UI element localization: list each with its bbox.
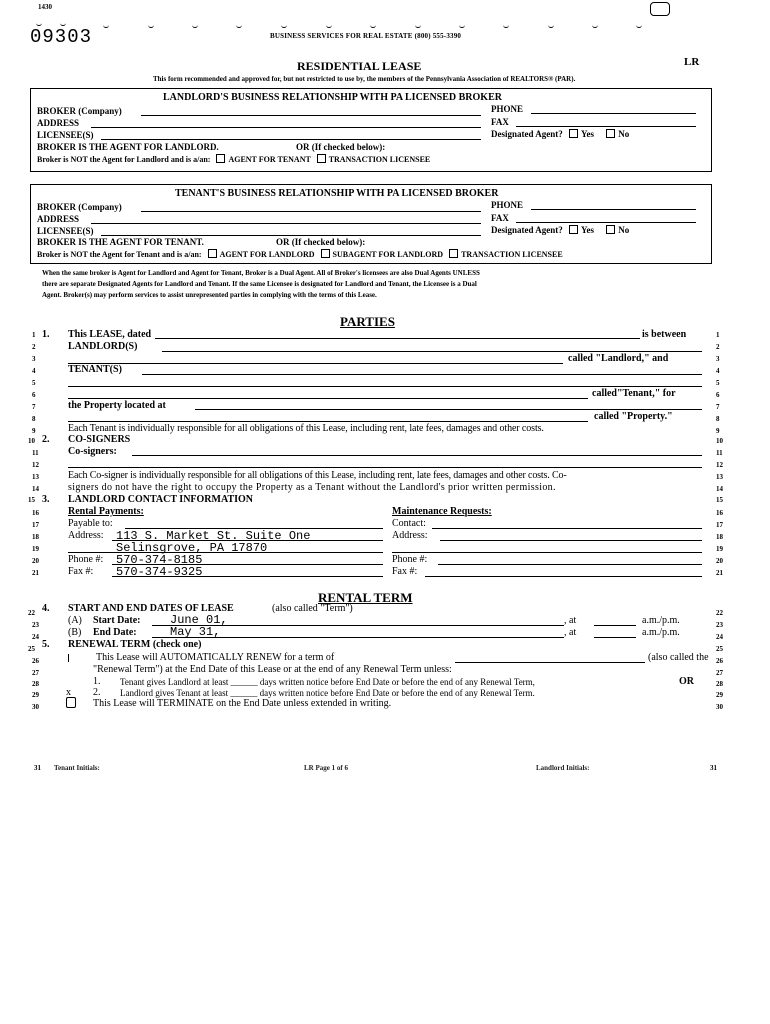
line-number-left: 22 xyxy=(28,609,35,617)
landlord-initials-label: Landlord Initials: xyxy=(536,764,590,772)
doc-number: 09303 xyxy=(30,26,93,48)
landlord-not-agent-label: Broker is NOT the Agent for Landlord and is a/an: xyxy=(37,155,211,164)
page-title: RESIDENTIAL LEASE xyxy=(297,59,422,73)
line-number-left: 8 xyxy=(32,415,36,423)
line-number-left: 10 xyxy=(28,437,35,445)
landlord-designated-yes-checkbox[interactable] xyxy=(569,129,578,138)
option-2-text: Landlord gives Tenant at least ______ days written notice before End Date or before the end of any Renewal Term. xyxy=(120,688,535,698)
tenant-initials-label: Tenant Initials: xyxy=(54,764,100,772)
page-indicator: LR Page 1 of 6 xyxy=(304,764,348,772)
tenants-label: TENANT(S) xyxy=(68,364,122,375)
payment-fax-value[interactable]: 570-374-9325 xyxy=(116,565,203,579)
line-number-left: 17 xyxy=(32,521,39,529)
tenant-address-field[interactable] xyxy=(91,223,481,224)
landlord-yes-label: Yes xyxy=(581,129,594,139)
line-number-left: 26 xyxy=(32,657,39,665)
landlord-broker-field[interactable] xyxy=(141,115,481,116)
line-number-left: 12 xyxy=(32,461,39,469)
landlord-no-label: No xyxy=(618,129,630,139)
auto-renew-checkbox[interactable] xyxy=(68,654,70,662)
line-number-right: 8 xyxy=(716,415,720,423)
line-number-right: 30 xyxy=(716,703,723,711)
maint-contact-label: Contact: xyxy=(392,518,426,529)
maint-phone-field[interactable] xyxy=(438,564,702,565)
parties-heading: PARTIES xyxy=(340,314,395,329)
cosigners-label: Co-signers: xyxy=(68,446,117,457)
tenant-phone-label: PHONE xyxy=(491,200,524,210)
contact-heading: LANDLORD CONTACT INFORMATION xyxy=(68,494,254,505)
landlords-label: LANDLORD(S) xyxy=(68,341,138,352)
landlord-licensee-field[interactable] xyxy=(101,139,481,140)
landlord-box-heading: LANDLORD'S BUSINESS RELATIONSHIP WITH PA LICENSED BROKER xyxy=(163,92,502,103)
start-date-label: Start Date: xyxy=(93,615,141,626)
start-a-label: (A) xyxy=(68,615,82,626)
line-number-left: 5 xyxy=(32,379,36,387)
tenant-agent-line: BROKER IS THE AGENT FOR TENANT. xyxy=(37,237,204,247)
line-number-left: 23 xyxy=(32,621,39,629)
start-time-field[interactable] xyxy=(594,625,636,626)
landlords-field-1[interactable] xyxy=(162,351,702,352)
start-date-value[interactable]: June 01, xyxy=(170,613,228,627)
tenants-field-2[interactable] xyxy=(68,386,702,387)
end-date-value[interactable]: May 31, xyxy=(170,625,221,639)
end-at-label: , at xyxy=(564,627,577,638)
line-number-right: 15 xyxy=(716,496,723,504)
tenant-opt2-label: SUBAGENT FOR LANDLORD xyxy=(332,250,444,259)
payment-address-label: Address: xyxy=(68,530,104,541)
line-number-left: 15 xyxy=(28,496,35,504)
lease-dated-label: This LEASE, dated xyxy=(68,329,152,340)
tenant-broker-label: BROKER (Company) xyxy=(37,202,122,212)
line-number-right: 12 xyxy=(716,461,723,469)
payment-address-line-2[interactable]: Selinsgrove, PA 17870 xyxy=(116,541,268,555)
cosigners-field-1[interactable] xyxy=(132,455,702,456)
maint-address-field-2[interactable] xyxy=(392,552,702,553)
tenant-opt3-label: TRANSACTION LICENSEE xyxy=(461,250,563,259)
line-number-right: 23 xyxy=(716,621,723,629)
line-number-right: 1 xyxy=(716,331,720,339)
line-number-left: 11 xyxy=(32,449,39,457)
tenant-opt1-label: AGENT FOR LANDLORD xyxy=(219,250,315,259)
start-end-heading: START AND END DATES OF LEASE xyxy=(68,603,234,614)
maint-fax-label: Fax #: xyxy=(392,566,418,577)
landlord-designated-no-checkbox[interactable] xyxy=(606,129,615,138)
option-2-num: 2. xyxy=(93,687,101,698)
line-number-right: 28 xyxy=(716,680,723,688)
line-number-right: 24 xyxy=(716,633,723,641)
line-number-left: 28 xyxy=(32,680,39,688)
tenant-broker-box xyxy=(30,184,712,264)
line-number-right: 3 xyxy=(716,355,720,363)
maint-phone-label: Phone #: xyxy=(392,554,428,565)
landlord-address-label: ADDRESS xyxy=(37,118,80,128)
tenant-licensee-label: LICENSEE(S) xyxy=(37,226,94,236)
landlord-opt2-label: TRANSACTION LICENSEE xyxy=(328,155,431,164)
form-id: LR xyxy=(684,56,700,68)
tenant-designated-yes-checkbox[interactable] xyxy=(569,225,578,234)
maint-address-label: Address: xyxy=(392,530,428,541)
line-number-left: 2 xyxy=(32,343,36,351)
tenant-no-label: No xyxy=(618,225,630,235)
service-line: BUSINESS SERVICES FOR REAL ESTATE (800) 555-3390 xyxy=(270,32,462,40)
called-landlord-label: called "Landlord," and xyxy=(568,353,669,364)
line-number-left: 30 xyxy=(32,703,39,711)
landlord-phone-field[interactable] xyxy=(531,113,696,114)
footer-line-num-right: 31 xyxy=(710,764,717,772)
section-4-num: 4. xyxy=(42,603,50,614)
landlord-not-agent-row xyxy=(37,154,430,164)
called-tenant-label: called"Tenant," for xyxy=(592,388,676,399)
line-number-left: 6 xyxy=(32,391,36,399)
section-5-num: 5. xyxy=(42,639,50,650)
landlord-designated-row xyxy=(491,129,629,139)
tenant-address-label: ADDRESS xyxy=(37,214,80,224)
rental-payments-heading: Rental Payments: xyxy=(68,506,144,517)
line-number-left: 27 xyxy=(32,669,39,677)
section-2-num: 2. xyxy=(42,434,50,445)
line-number-right: 26 xyxy=(716,657,723,665)
landlord-or-checked: OR (If checked below): xyxy=(296,142,386,152)
line-number-right: 9 xyxy=(716,427,720,435)
start-ampm-label: a.m./p.m. xyxy=(642,615,680,626)
end-date-label: End Date: xyxy=(93,627,137,638)
line-number-left: 20 xyxy=(32,557,39,565)
line-number-left: 14 xyxy=(32,485,39,493)
also-called-label: (also called the xyxy=(648,652,709,663)
renewal-heading: RENEWAL TERM (check one) xyxy=(68,639,202,650)
tenant-opt-subagent-checkbox[interactable] xyxy=(321,249,330,258)
called-property-label: called "Property." xyxy=(594,411,673,422)
tenant-opt-transaction-licensee-checkbox[interactable] xyxy=(449,249,458,258)
landlord-phone-label: PHONE xyxy=(491,104,524,114)
is-between-label: is between xyxy=(642,329,687,340)
cosigner-text-2: signers do not have the right to occupy the Property as a Tenant without the Landlord's prior written permission. xyxy=(68,482,556,493)
line-number-right: 22 xyxy=(716,609,723,617)
tenant-opt-agent-for-landlord-checkbox[interactable] xyxy=(208,249,217,258)
tenant-licensee-field[interactable] xyxy=(101,235,481,236)
line-number-left: 19 xyxy=(32,545,39,553)
landlord-opt-agent-for-tenant-checkbox[interactable] xyxy=(216,154,225,163)
landlord-fax-label: FAX xyxy=(491,117,509,127)
line-number-right: 25 xyxy=(716,645,723,653)
terminate-text: This Lease will TERMINATE on the End Date unless extended in writing. xyxy=(93,698,392,709)
payment-fax-label: Fax #: xyxy=(68,566,94,577)
landlord-agent-line: BROKER IS THE AGENT FOR LANDLORD. xyxy=(37,142,219,152)
end-date-rule xyxy=(152,637,564,638)
option-1-num: 1. xyxy=(93,676,101,687)
rental-term-heading: RENTAL TERM xyxy=(318,590,413,605)
tenant-not-agent-row xyxy=(37,249,563,259)
line-number-right: 2 xyxy=(716,343,720,351)
line-number-right: 11 xyxy=(716,449,723,457)
line-number-left: 24 xyxy=(32,633,39,641)
option-1-text: Tenant gives Landlord at least ______ days written notice before End Date or before the end of any Renewal Term, xyxy=(120,677,535,687)
line-number-right: 14 xyxy=(716,485,723,493)
terminate-checkbox[interactable] xyxy=(66,697,76,708)
tenant-phone-field[interactable] xyxy=(531,209,696,210)
landlord-designated-label: Designated Agent? xyxy=(491,129,563,139)
cosigner-text-1: Each Co-signer is individually responsible for all obligations of this Lease, including rent, late fees, damages and other costs. Co- xyxy=(68,470,567,481)
payment-phone-value[interactable]: 570-374-8185 xyxy=(116,553,203,567)
landlords-field-2[interactable] xyxy=(68,363,563,364)
line-number-right: 16 xyxy=(716,509,723,517)
landlord-opt1-label: AGENT FOR TENANT xyxy=(228,155,311,164)
landlord-fax-field[interactable] xyxy=(516,126,696,127)
tenant-box-heading: TENANT'S BUSINESS RELATIONSHIP WITH PA LICENSED BROKER xyxy=(175,188,499,199)
line-number-right: 7 xyxy=(716,403,720,411)
line-number-left: 13 xyxy=(32,473,39,481)
punch-mark-icon xyxy=(650,2,670,16)
line-number-right: 10 xyxy=(716,437,723,445)
tenant-broker-field[interactable] xyxy=(141,211,481,212)
maint-fax-field[interactable] xyxy=(425,576,702,577)
landlord-address-field[interactable] xyxy=(91,127,481,128)
line-number-left: 18 xyxy=(32,533,39,541)
renewal-term-text: "Renewal Term") at the End Date of this Lease or at the end of any Renewal Term unless: xyxy=(93,664,452,675)
tenant-fax-field[interactable] xyxy=(516,222,696,223)
form-code: 1430 xyxy=(38,3,52,11)
line-number-left: 3 xyxy=(32,355,36,363)
tenant-or-checked: OR (If checked below): xyxy=(276,237,366,247)
cosigners-heading: CO-SIGNERS xyxy=(68,434,131,445)
maintenance-heading: Maintenance Requests: xyxy=(392,506,492,517)
payment-address-line-1[interactable]: 113 S. Market St. Suite One xyxy=(116,529,311,543)
line-number-right: 20 xyxy=(716,557,723,565)
line-number-left: 16 xyxy=(32,509,39,517)
section-1-num: 1. xyxy=(42,329,50,340)
line-number-right: 19 xyxy=(716,545,723,553)
dual-agent-line-2: there are separate Designated Agents for Landlord and Tenant. If the same Licensee is designated for Landlord and Tenant, the Licensee is a Dual xyxy=(42,280,477,288)
dual-agent-line-1: When the same broker is Agent for Landlord and Agent for Tenant, Broker is a Dual Agent. All of Broker's licensees are also Dual Agents UNLESS xyxy=(42,269,480,277)
cosigners-field-2[interactable] xyxy=(68,467,702,468)
start-at-label: , at xyxy=(564,615,577,626)
maint-contact-field[interactable] xyxy=(432,528,702,529)
tenant-yes-label: Yes xyxy=(581,225,594,235)
landlord-broker-box xyxy=(30,88,712,172)
section-3-num: 3. xyxy=(42,494,50,505)
line-number-right: 13 xyxy=(716,473,723,481)
line-number-left: 4 xyxy=(32,367,36,375)
each-tenant-text: Each Tenant is individually responsible for all obligations of this Lease, including rent, late fees, damages and other costs. xyxy=(68,423,544,434)
line-number-right: 17 xyxy=(716,521,723,529)
line-number-left: 9 xyxy=(32,427,36,435)
payable-to-label: Payable to: xyxy=(68,518,113,529)
line-number-right: 6 xyxy=(716,391,720,399)
line-number-right: 21 xyxy=(716,569,723,577)
payment-phone-label: Phone #: xyxy=(68,554,104,565)
renewal-term-field[interactable] xyxy=(455,662,645,663)
terminate-x-mark: x xyxy=(66,687,71,698)
line-number-right: 29 xyxy=(716,691,723,699)
line-number-right: 27 xyxy=(716,669,723,677)
line-number-right: 5 xyxy=(716,379,720,387)
tenant-designated-row xyxy=(491,225,629,235)
property-label: the Property located at xyxy=(68,400,166,411)
landlord-opt-transaction-licensee-checkbox[interactable] xyxy=(317,154,326,163)
also-term-label: (also called "Term") xyxy=(272,603,353,614)
tenant-not-agent-label: Broker is NOT the Agent for Tenant and is a/an: xyxy=(37,250,202,259)
line-number-left: 7 xyxy=(32,403,36,411)
line-number-left: 29 xyxy=(32,691,39,699)
footer-line-num-left: 31 xyxy=(34,764,41,772)
line-number-right: 4 xyxy=(716,367,720,375)
line-number-left: 1 xyxy=(32,331,36,339)
end-time-field[interactable] xyxy=(594,637,636,638)
property-field-2[interactable] xyxy=(68,421,588,422)
tenant-designated-no-checkbox[interactable] xyxy=(606,225,615,234)
line-number-right: 18 xyxy=(716,533,723,541)
end-ampm-label: a.m./p.m. xyxy=(642,627,680,638)
tenant-designated-label: Designated Agent? xyxy=(491,225,563,235)
tenants-field-3[interactable] xyxy=(68,398,588,399)
payment-fax-rule xyxy=(112,576,383,577)
line-number-left: 21 xyxy=(32,569,39,577)
landlord-broker-label: BROKER (Company) xyxy=(37,106,122,116)
tenant-fax-label: FAX xyxy=(491,213,509,223)
auto-renew-text: This Lease will AUTOMATICALLY RENEW for a term of xyxy=(96,652,335,663)
option-or-label: OR xyxy=(679,676,694,687)
tenants-field-1[interactable] xyxy=(142,374,702,375)
line-number-left: 25 xyxy=(28,645,35,653)
recommend-note: This form recommended and approved for, but not restricted to use by, the members of the Pennsylvania Association of REALTORS® (PAR). xyxy=(153,75,576,83)
maint-address-field-1[interactable] xyxy=(440,540,702,541)
landlord-licensee-label: LICENSEE(S) xyxy=(37,130,94,140)
property-field-1[interactable] xyxy=(195,409,702,410)
dual-agent-line-3: Agent. Broker(s) may perform services to assist unrepresented parties in complying with the terms of this Lease. xyxy=(42,291,377,299)
lease-date-field[interactable] xyxy=(155,338,640,339)
end-b-label: (B) xyxy=(68,627,82,638)
